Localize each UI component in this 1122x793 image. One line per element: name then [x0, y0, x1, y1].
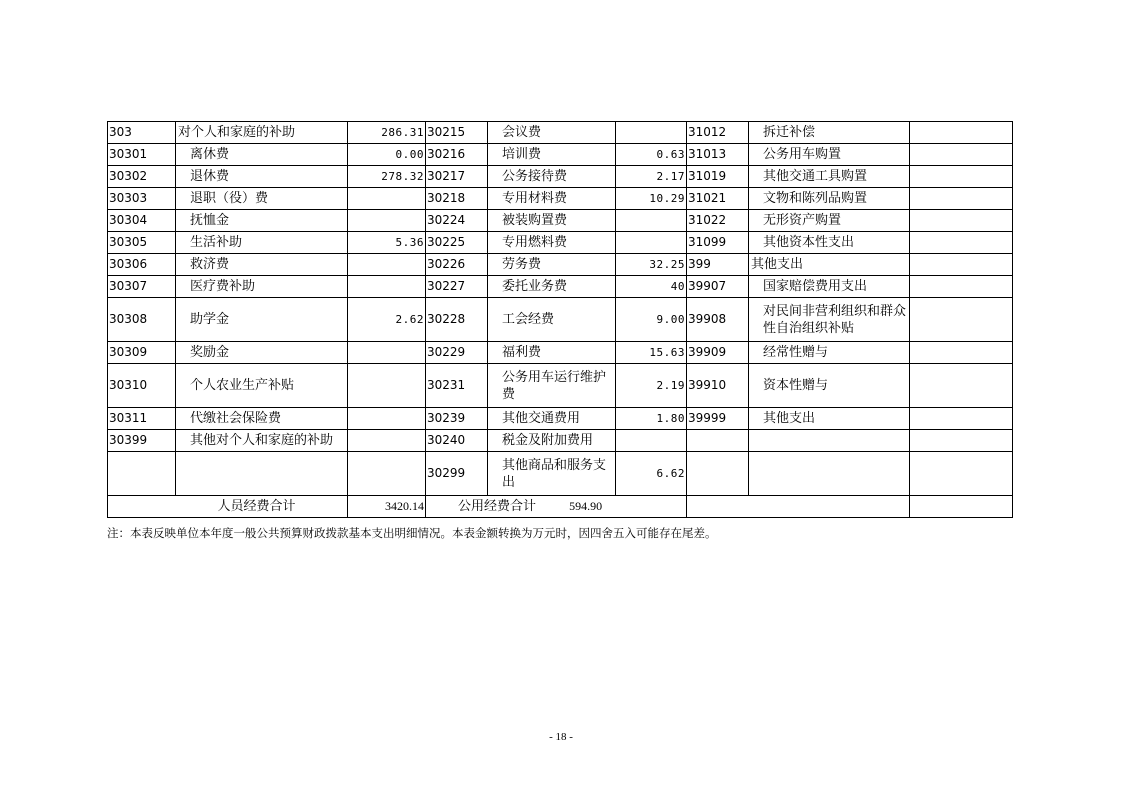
- page-number: - 18 -: [549, 731, 573, 743]
- code-2: 30218: [426, 188, 488, 210]
- amount-3: [910, 188, 1013, 210]
- amount-3: [910, 122, 1013, 144]
- code-1: 30306: [108, 254, 176, 276]
- code-3: 31012: [687, 122, 749, 144]
- item-name-2: 福利费: [488, 342, 616, 364]
- expenditure-detail-table: [107, 121, 1013, 518]
- table-row: [108, 210, 1013, 232]
- item-name-1: 退职（役）费: [176, 188, 348, 210]
- amount-2: 9.00: [616, 298, 687, 342]
- code-1: 30301: [108, 144, 176, 166]
- code-3: 39907: [687, 276, 749, 298]
- table-row: [108, 232, 1013, 254]
- code-1: 30307: [108, 276, 176, 298]
- code-2: 30226: [426, 254, 488, 276]
- table-row: [108, 298, 1013, 342]
- amount-3: [910, 408, 1013, 430]
- personnel-total-label: 人员经费合计: [108, 496, 348, 518]
- item-name-3: 其他交通工具购置: [749, 166, 910, 188]
- totals-empty-cell-end: [910, 496, 1013, 518]
- code-2: 30240: [426, 430, 488, 452]
- item-name-1: 助学金: [176, 298, 348, 342]
- item-name-2: 公务接待费: [488, 166, 616, 188]
- amount-3: [910, 254, 1013, 276]
- amount-3: [910, 144, 1013, 166]
- code-1: 30305: [108, 232, 176, 254]
- code-2: 30229: [426, 342, 488, 364]
- item-name-3: [749, 452, 910, 496]
- code-2: 30228: [426, 298, 488, 342]
- amount-2: 1.80: [616, 408, 687, 430]
- item-name-3: 文物和陈列品购置: [749, 188, 910, 210]
- amount-2: 15.63: [616, 342, 687, 364]
- item-name-1: 离休费: [176, 144, 348, 166]
- code-1: 30309: [108, 342, 176, 364]
- code-1: 30399: [108, 430, 176, 452]
- code-3: 39909: [687, 342, 749, 364]
- item-name-3: 其他支出: [749, 408, 910, 430]
- code-1: 30311: [108, 408, 176, 430]
- code-3: 39908: [687, 298, 749, 342]
- amount-2: [616, 210, 687, 232]
- amount-1: [348, 254, 426, 276]
- amount-1: [348, 430, 426, 452]
- item-name-1: 抚恤金: [176, 210, 348, 232]
- code-2: 30299: [426, 452, 488, 496]
- amount-1: [348, 276, 426, 298]
- item-name-2: 委托业务费: [488, 276, 616, 298]
- item-name-3: 公务用车购置: [749, 144, 910, 166]
- table-row: [108, 144, 1013, 166]
- amount-3: [910, 232, 1013, 254]
- amount-2: 0.63: [616, 144, 687, 166]
- table-row: [108, 254, 1013, 276]
- code-2: 30239: [426, 408, 488, 430]
- item-name-2: 培训费: [488, 144, 616, 166]
- amount-2: 10.29: [616, 188, 687, 210]
- code-1: [108, 452, 176, 496]
- item-name-2: 被装购置费: [488, 210, 616, 232]
- item-name-2: 公务用车运行维护费: [488, 364, 616, 408]
- amount-1: 278.32: [348, 166, 426, 188]
- item-name-1: 对个人和家庭的补助: [176, 122, 348, 144]
- item-name-2: 其他交通费用: [488, 408, 616, 430]
- totals-row: [108, 496, 1013, 518]
- item-name-2: 其他商品和服务支出: [488, 452, 616, 496]
- code-3: 39910: [687, 364, 749, 408]
- code-3: [687, 430, 749, 452]
- item-name-2: 税金及附加费用: [488, 430, 616, 452]
- amount-1: [348, 210, 426, 232]
- public-total-cell: [426, 496, 687, 518]
- item-name-3: 对民间非营利组织和群众性自治组织补贴: [749, 298, 910, 342]
- code-2: 30227: [426, 276, 488, 298]
- amount-1: [348, 342, 426, 364]
- personnel-total-value: 3420.14: [348, 496, 426, 518]
- table-footnote: 注：本表反映单位本年度一般公共预算财政拨款基本支出明细情况。本表金额转换为万元时，因四舍五入可能存在尾差。: [107, 526, 717, 540]
- amount-2: 6.62: [616, 452, 687, 496]
- amount-1: [348, 452, 426, 496]
- amount-1: 5.36: [348, 232, 426, 254]
- item-name-1: 其他对个人和家庭的补助: [176, 430, 348, 452]
- amount-1: [348, 408, 426, 430]
- amount-2: 32.25: [616, 254, 687, 276]
- code-1: 30310: [108, 364, 176, 408]
- item-name-3: 国家赔偿费用支出: [749, 276, 910, 298]
- amount-2: 40: [616, 276, 687, 298]
- amount-2: [616, 232, 687, 254]
- public-total-label: 公用经费合计: [457, 499, 536, 514]
- table-row: [108, 188, 1013, 210]
- item-name-2: 劳务费: [488, 254, 616, 276]
- item-name-3: 其他支出: [749, 254, 910, 276]
- code-3: [687, 452, 749, 496]
- amount-3: [910, 210, 1013, 232]
- code-3: 31021: [687, 188, 749, 210]
- table-row: [108, 342, 1013, 364]
- code-2: 30215: [426, 122, 488, 144]
- table-row: [108, 122, 1013, 144]
- code-3: 399: [687, 254, 749, 276]
- amount-1: 286.31: [348, 122, 426, 144]
- table-row: [108, 364, 1013, 408]
- amount-3: [910, 298, 1013, 342]
- code-2: 30224: [426, 210, 488, 232]
- amount-3: [910, 364, 1013, 408]
- amount-3: [910, 342, 1013, 364]
- code-3: 39999: [687, 408, 749, 430]
- code-1: 30308: [108, 298, 176, 342]
- item-name-2: 专用材料费: [488, 188, 616, 210]
- amount-1: 0.00: [348, 144, 426, 166]
- item-name-3: 无形资产购置: [749, 210, 910, 232]
- code-1: 30303: [108, 188, 176, 210]
- item-name-1: 奖励金: [176, 342, 348, 364]
- table-row: [108, 452, 1013, 496]
- item-name-1: 救济费: [176, 254, 348, 276]
- item-name-1: [176, 452, 348, 496]
- table-row: [108, 166, 1013, 188]
- code-2: 30225: [426, 232, 488, 254]
- code-1: 30304: [108, 210, 176, 232]
- amount-3: [910, 452, 1013, 496]
- item-name-2: 专用燃料费: [488, 232, 616, 254]
- code-3: 31019: [687, 166, 749, 188]
- table-row: [108, 430, 1013, 452]
- amount-2: 2.17: [616, 166, 687, 188]
- code-1: 30302: [108, 166, 176, 188]
- amount-1: [348, 364, 426, 408]
- item-name-3: [749, 430, 910, 452]
- public-total-value: 594.90: [569, 499, 603, 513]
- code-2: 30217: [426, 166, 488, 188]
- item-name-2: 工会经费: [488, 298, 616, 342]
- code-3: 31022: [687, 210, 749, 232]
- item-name-1: 生活补助: [176, 232, 348, 254]
- item-name-1: 代缴社会保险费: [176, 408, 348, 430]
- amount-3: [910, 276, 1013, 298]
- item-name-1: 退休费: [176, 166, 348, 188]
- amount-1: [348, 188, 426, 210]
- amount-2: [616, 122, 687, 144]
- amount-3: [910, 166, 1013, 188]
- amount-2: [616, 430, 687, 452]
- amount-3: [910, 430, 1013, 452]
- item-name-3: 资本性赠与: [749, 364, 910, 408]
- amount-2: 2.19: [616, 364, 687, 408]
- table-row: [108, 408, 1013, 430]
- totals-empty-cell: [687, 496, 910, 518]
- code-3: 31013: [687, 144, 749, 166]
- item-name-3: 经常性赠与: [749, 342, 910, 364]
- item-name-1: 医疗费补助: [176, 276, 348, 298]
- item-name-3: 其他资本性支出: [749, 232, 910, 254]
- code-2: 30231: [426, 364, 488, 408]
- code-2: 30216: [426, 144, 488, 166]
- code-1: 303: [108, 122, 176, 144]
- item-name-1: 个人农业生产补贴: [176, 364, 348, 408]
- code-3: 31099: [687, 232, 749, 254]
- item-name-2: 会议费: [488, 122, 616, 144]
- item-name-3: 拆迁补偿: [749, 122, 910, 144]
- table-body: [108, 122, 1013, 496]
- amount-1: 2.62: [348, 298, 426, 342]
- table-row: [108, 276, 1013, 298]
